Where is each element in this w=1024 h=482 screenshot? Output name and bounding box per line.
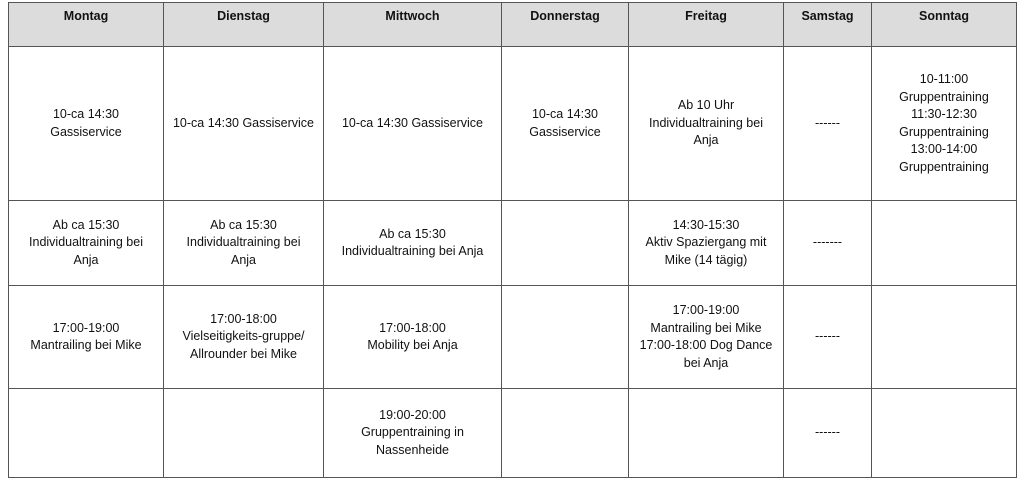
header-montag: Montag (9, 3, 164, 47)
header-sonntag: Sonntag (872, 3, 1017, 47)
schedule-cell-dienstag: Ab ca 15:30 Individualtraining bei Anja (164, 201, 324, 286)
schedule-cell-mittwoch: 19:00-20:00 Gruppentraining in Nassenheide (324, 389, 502, 478)
schedule-cell-sonntag (872, 201, 1017, 286)
schedule-cell-dienstag: 10-ca 14:30 Gassiservice (164, 47, 324, 201)
schedule-cell-donnerstag (502, 389, 629, 478)
schedule-cell-montag (9, 389, 164, 478)
header-freitag: Freitag (629, 3, 784, 47)
header-row (9, 3, 1017, 47)
table-row (9, 286, 1017, 389)
schedule-cell-freitag: Ab 10 Uhr Individualtraining bei Anja (629, 47, 784, 201)
schedule-cell-samstag: ------ (784, 286, 872, 389)
schedule-cell-freitag: 17:00-19:00 Mantrailing bei Mike 17:00-18:00 Dog Dance bei Anja (629, 286, 784, 389)
header-samstag: Samstag (784, 3, 872, 47)
schedule-container (8, 2, 1017, 478)
schedule-cell-sonntag: 10-11:00 Gruppentraining 11:30-12:30 Gruppentraining 13:00-14:00 Gruppentraining (872, 47, 1017, 201)
header-donnerstag: Donnerstag (502, 3, 629, 47)
schedule-cell-montag: 10-ca 14:30 Gassiservice (9, 47, 164, 201)
schedule-cell-mittwoch: 10-ca 14:30 Gassiservice (324, 47, 502, 201)
header-dienstag: Dienstag (164, 3, 324, 47)
weekly-schedule-table (8, 2, 1017, 478)
schedule-cell-dienstag (164, 389, 324, 478)
schedule-cell-sonntag (872, 389, 1017, 478)
schedule-cell-montag: Ab ca 15:30 Individualtraining bei Anja (9, 201, 164, 286)
schedule-cell-sonntag (872, 286, 1017, 389)
schedule-cell-samstag: ------ (784, 389, 872, 478)
schedule-cell-freitag: 14:30-15:30 Aktiv Spaziergang mit Mike (14 tägig) (629, 201, 784, 286)
schedule-cell-mittwoch: 17:00-18:00 Mobility bei Anja (324, 286, 502, 389)
schedule-cell-dienstag: 17:00-18:00 Vielseitigkeits-gruppe/ Allrounder bei Mike (164, 286, 324, 389)
schedule-cell-mittwoch: Ab ca 15:30 Individualtraining bei Anja (324, 201, 502, 286)
schedule-cell-freitag (629, 389, 784, 478)
schedule-cell-donnerstag (502, 286, 629, 389)
table-row (9, 47, 1017, 201)
schedule-cell-samstag: ------ (784, 47, 872, 201)
schedule-cell-montag: 17:00-19:00 Mantrailing bei Mike (9, 286, 164, 389)
table-row (9, 389, 1017, 478)
schedule-cell-donnerstag: 10-ca 14:30 Gassiservice (502, 47, 629, 201)
table-row (9, 201, 1017, 286)
schedule-cell-donnerstag (502, 201, 629, 286)
header-mittwoch: Mittwoch (324, 3, 502, 47)
schedule-cell-samstag: ------- (784, 201, 872, 286)
